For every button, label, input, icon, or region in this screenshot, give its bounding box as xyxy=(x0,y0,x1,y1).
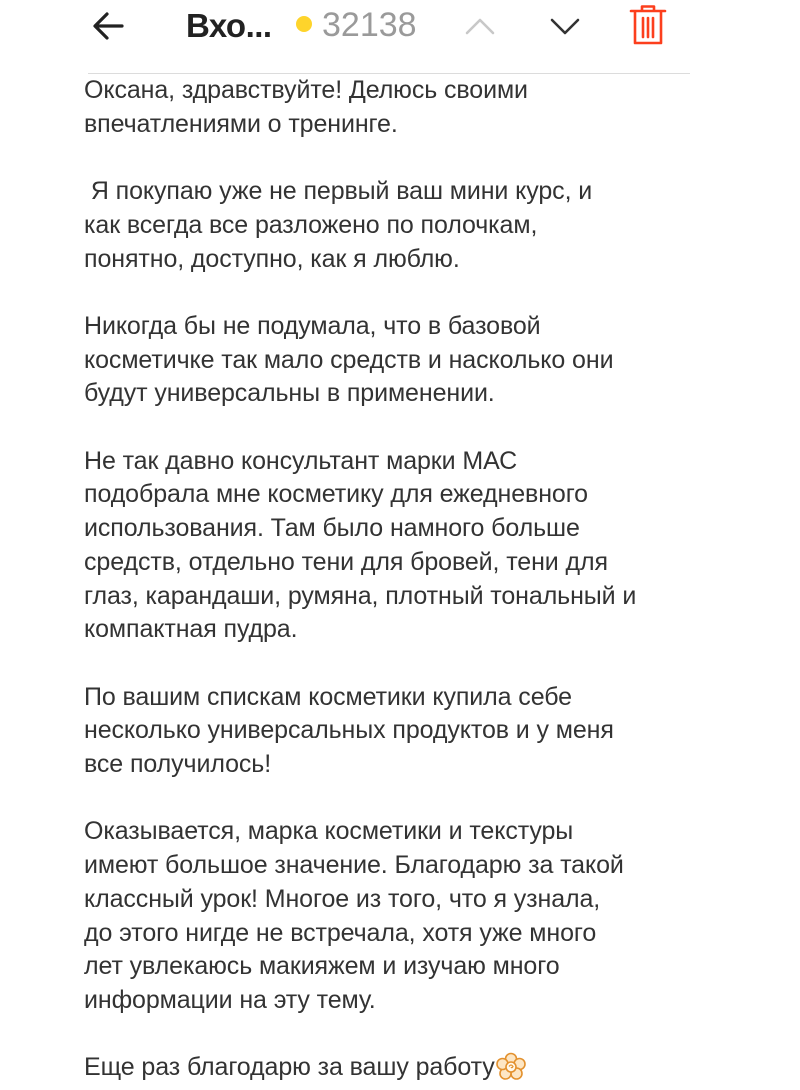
text-line: до этого нигде не встречала, хотя уже много xyxy=(84,918,597,947)
text-line: использования. Там было намного больше xyxy=(84,514,580,543)
text-line: косметичке так мало средств и насколько они xyxy=(84,345,614,374)
text-line: глаз, карандаши, румяна, плотный тональный и xyxy=(84,581,637,610)
trash-icon xyxy=(628,4,668,46)
text-line: будут универсальны в применении. xyxy=(84,379,495,408)
back-button[interactable] xyxy=(88,6,128,46)
message-paragraphs xyxy=(84,74,724,1018)
chevron-down-icon xyxy=(549,16,581,36)
folder-title: Вхо... xyxy=(186,7,272,44)
closing-line: Еще раз благодарю за вашу работу xyxy=(84,1053,495,1082)
text-line: подобрала мне косметику для ежедневного xyxy=(84,480,588,509)
text-line: Оказывается, марка косметики и текстуры xyxy=(84,817,574,846)
message-paragraph xyxy=(84,815,724,1017)
text-line: лет увлекаюсь макияжем и изучаю много xyxy=(84,952,560,981)
text-line: несколько универсальных продуктов и у меня xyxy=(84,716,614,745)
text-line: классный урок! Многое из того, что я узнала, xyxy=(84,884,601,913)
text-line: понятно, доступно, как я люблю. xyxy=(84,244,460,273)
chevron-up-icon xyxy=(464,16,496,36)
message-paragraph xyxy=(84,681,724,782)
next-message-button[interactable] xyxy=(545,6,585,46)
delete-button[interactable] xyxy=(626,2,670,48)
message-toolbar xyxy=(0,0,800,74)
message-paragraph xyxy=(84,445,724,647)
message-paragraph xyxy=(84,74,724,141)
text-line: все получилось! xyxy=(84,750,272,778)
text-line: Я покупаю уже не первый ваш мини курс, и xyxy=(84,177,593,206)
text-line: средств, отдельно тени для бровей, тени для xyxy=(84,547,608,576)
closing-paragraph xyxy=(84,1051,724,1090)
message-paragraph xyxy=(84,310,724,411)
text-line: Никогда бы не подумала, что в базовой xyxy=(84,311,541,340)
flower-emoji-icon xyxy=(496,1052,526,1090)
text-line: информации на эту тему. xyxy=(84,985,376,1014)
text-line: как всегда все разложено по полочкам, xyxy=(84,210,538,239)
unread-dot xyxy=(296,16,312,32)
previous-message-button[interactable] xyxy=(460,6,500,46)
text-line: впечатлениями о тренинге. xyxy=(84,109,398,138)
arrow-left-icon xyxy=(91,11,125,41)
message-paragraph xyxy=(84,175,724,276)
message-body xyxy=(84,74,724,1090)
text-line: По вашим спискам косметики купила себе xyxy=(84,682,572,711)
text-line: компактная пудра. xyxy=(84,615,298,644)
text-line: имеют большое значение. Благодарю за такой xyxy=(84,851,624,880)
text-line: Оксана, здравствуйте! Делюсь своими xyxy=(84,76,528,104)
text-line: Не так давно консультант марки МАС xyxy=(84,446,518,475)
unread-count: 32138 xyxy=(322,6,417,44)
